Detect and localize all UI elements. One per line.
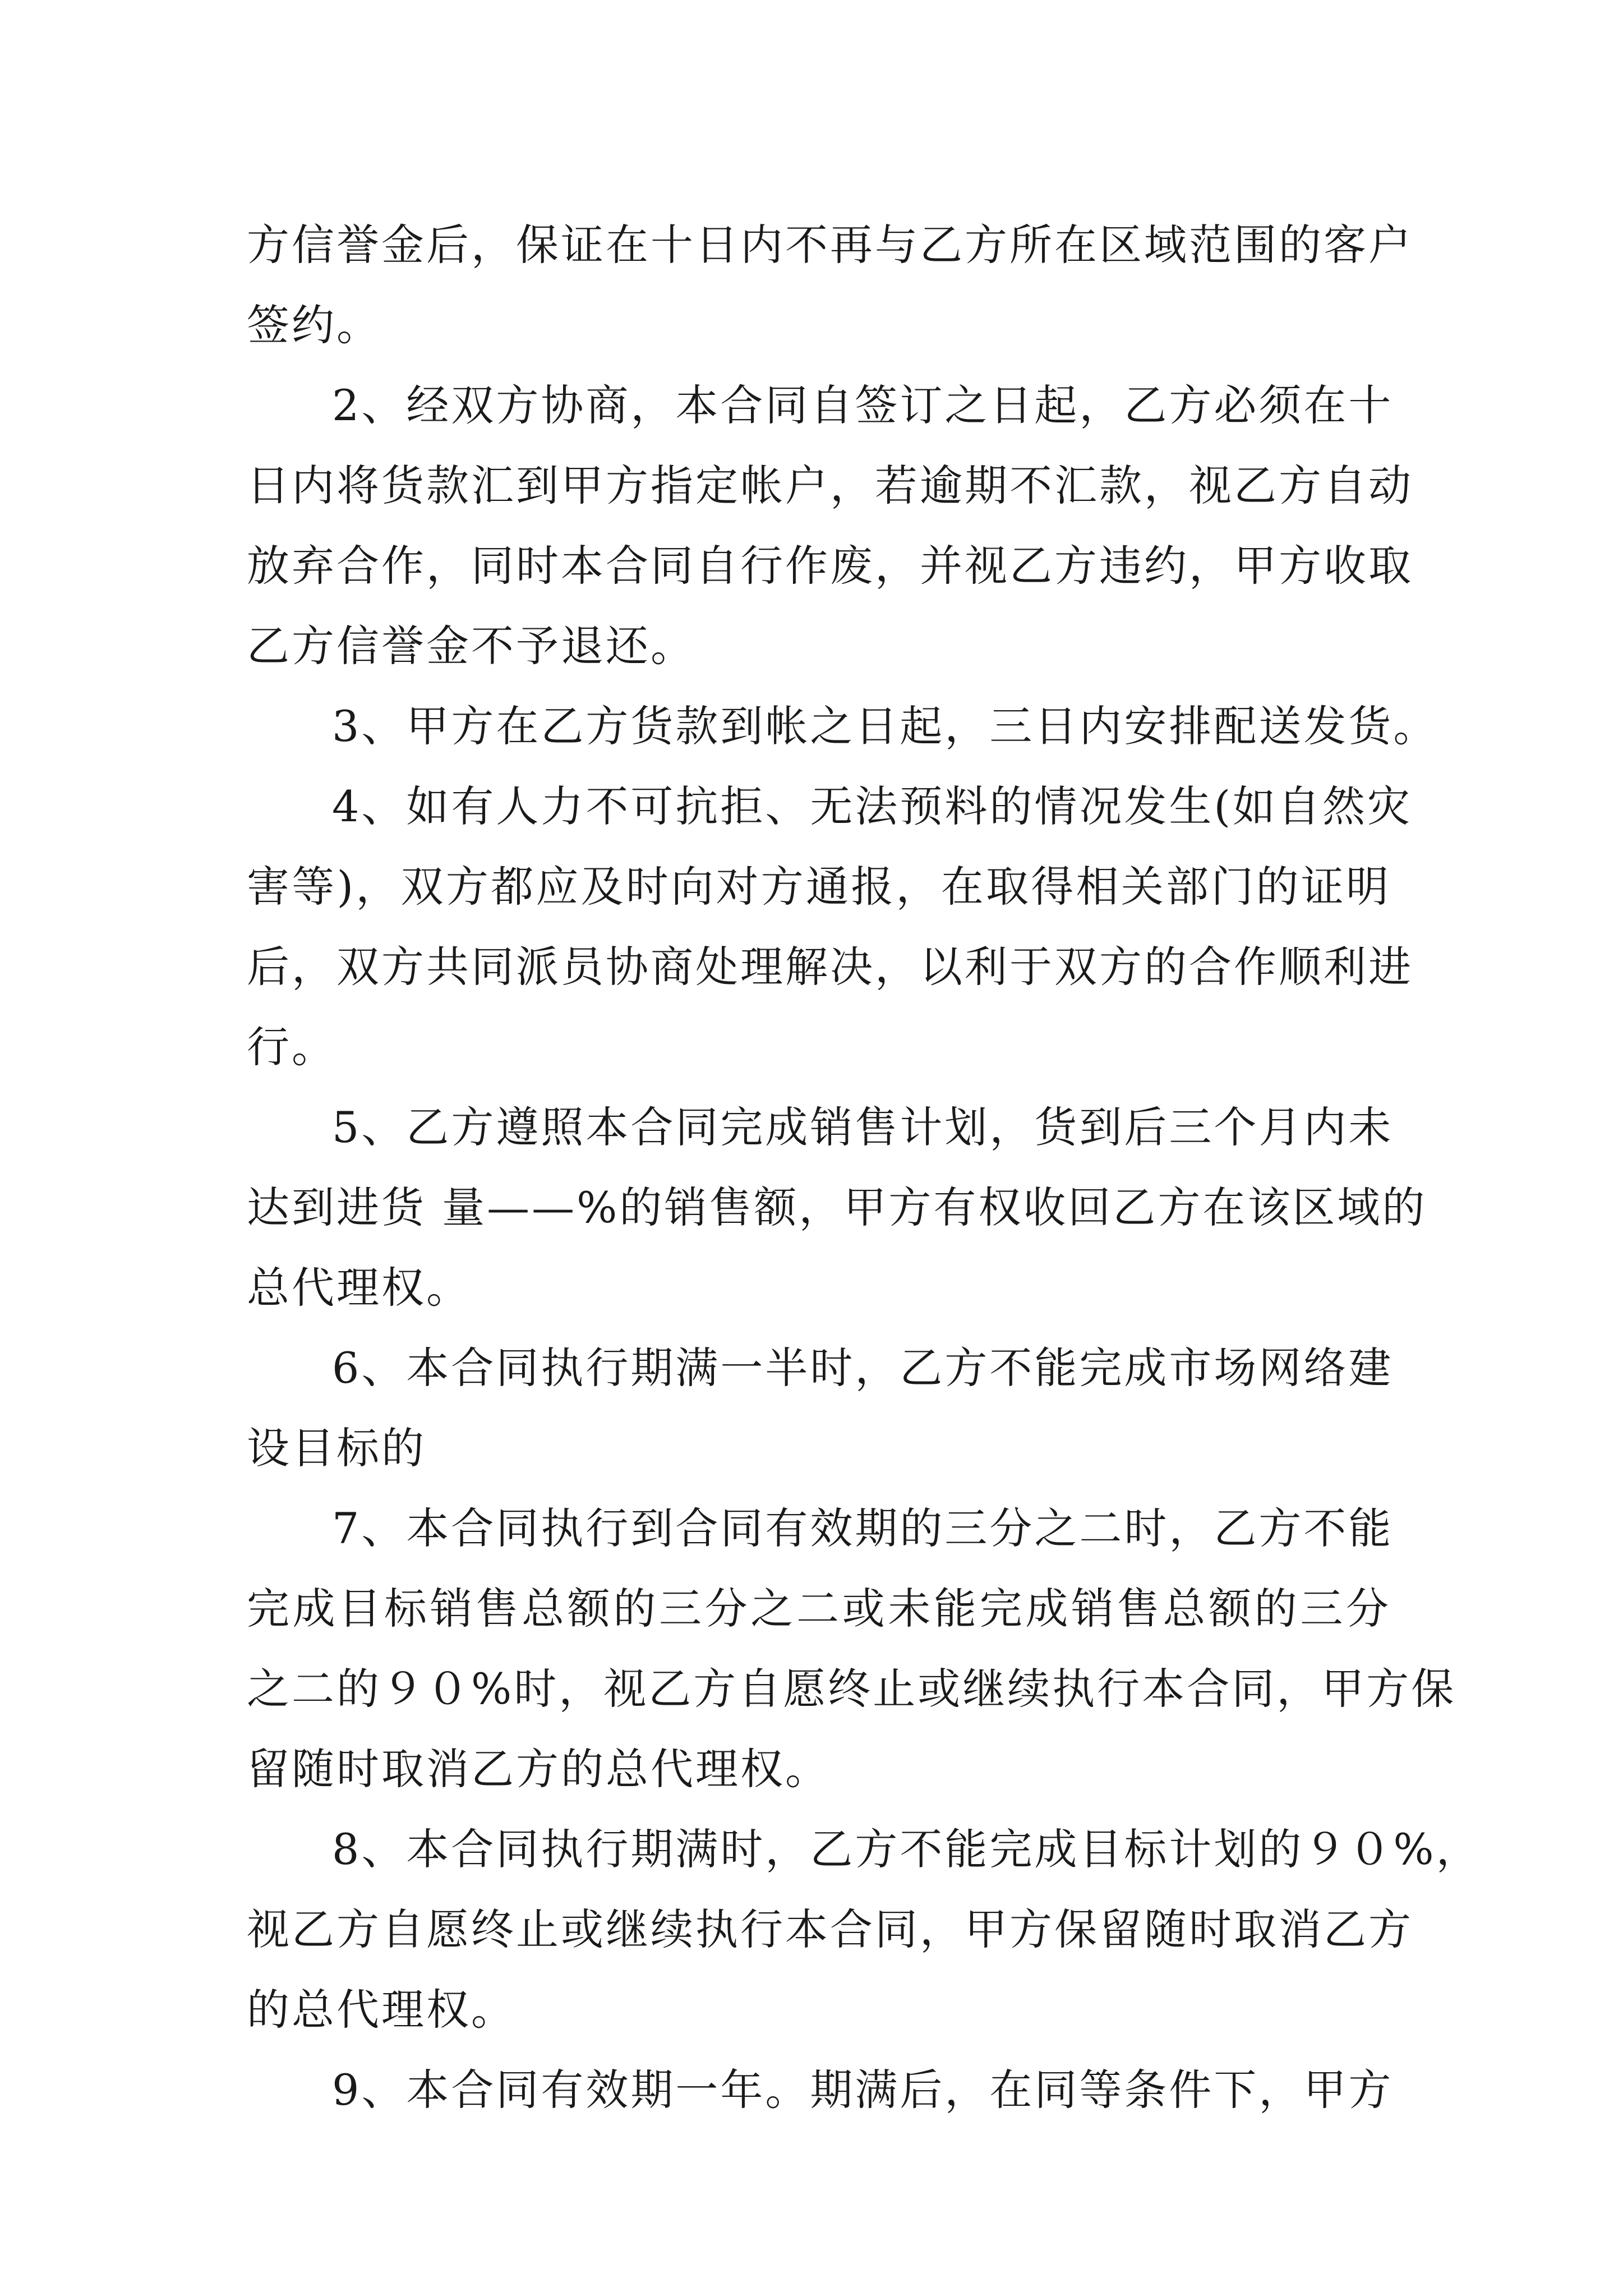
text-line: 视乙方自愿终止或继续执行本合同，甲方保留随时取消乙方 bbox=[247, 1904, 1413, 1954]
text-line: 设目标的 bbox=[247, 1423, 426, 1473]
clause-9 bbox=[247, 2050, 1394, 2130]
paragraph-1-continuation bbox=[247, 205, 1413, 365]
text-line: 乙方信誉金不予退还。 bbox=[247, 621, 695, 671]
text-line: 放弃合作，同时本合同自行作废，并视乙方违约，甲方收取 bbox=[247, 541, 1413, 591]
text-line: 7、本合同执行到合同有效期的三分之二时，乙方不能 bbox=[332, 1503, 1394, 1553]
text-line: 8、本合同执行期满时，乙方不能完成目标计划的９０%， bbox=[332, 1824, 1481, 1874]
text-line: 留随时取消乙方的总代理权。 bbox=[247, 1744, 830, 1794]
text-line: 行。 bbox=[247, 1022, 336, 1072]
text-line: 9、本合同有效期一年。期满后，在同等条件下，甲方 bbox=[332, 2065, 1394, 2115]
document-body bbox=[247, 205, 1481, 2130]
text-line: 达到进货 量——%的销售额，甲方有权收回乙方在该区域的 bbox=[247, 1182, 1427, 1232]
text-line: 签约。 bbox=[247, 300, 381, 350]
clause-7 bbox=[247, 1488, 1456, 1809]
text-line: 后，双方共同派员协商处理解决，以利于双方的合作顺利进 bbox=[247, 942, 1413, 992]
text-line: 3、甲方在乙方货款到帐之日起，三日内安排配送发货。 bbox=[332, 701, 1438, 751]
text-line: 5、乙方遵照本合同完成销售计划，货到后三个月内未 bbox=[332, 1102, 1394, 1152]
clause-6 bbox=[247, 1328, 1394, 1488]
clause-4 bbox=[247, 766, 1413, 1087]
text-line: 总代理权。 bbox=[247, 1263, 471, 1313]
text-line: 的总代理权。 bbox=[247, 1985, 516, 2035]
text-line: 之二的９０%时，视乙方自愿终止或继续执行本合同，甲方保 bbox=[247, 1664, 1456, 1714]
clause-2 bbox=[247, 365, 1413, 686]
text-line: 2、经双方协商，本合同自签订之日起，乙方必须在十 bbox=[332, 380, 1394, 430]
clause-3 bbox=[247, 686, 1438, 766]
text-line: 6、本合同执行期满一半时，乙方不能完成市场网络建 bbox=[332, 1343, 1394, 1393]
clause-5 bbox=[247, 1087, 1427, 1328]
text-line: 害等)，双方都应及时向对方通报，在取得相关部门的证明 bbox=[247, 862, 1391, 912]
text-line: 方信誉金后，保证在十日内不再与乙方所在区域范围的客户 bbox=[247, 220, 1413, 270]
text-line: 完成目标销售总额的三分之二或未能完成销售总额的三分 bbox=[247, 1584, 1391, 1634]
text-line: 4、如有人力不可抗拒、无法预料的情况发生(如自然灾 bbox=[332, 781, 1413, 831]
text-line: 日内将货款汇到甲方指定帐户，若逾期不汇款，视乙方自动 bbox=[247, 461, 1413, 510]
clause-8 bbox=[247, 1809, 1481, 2050]
